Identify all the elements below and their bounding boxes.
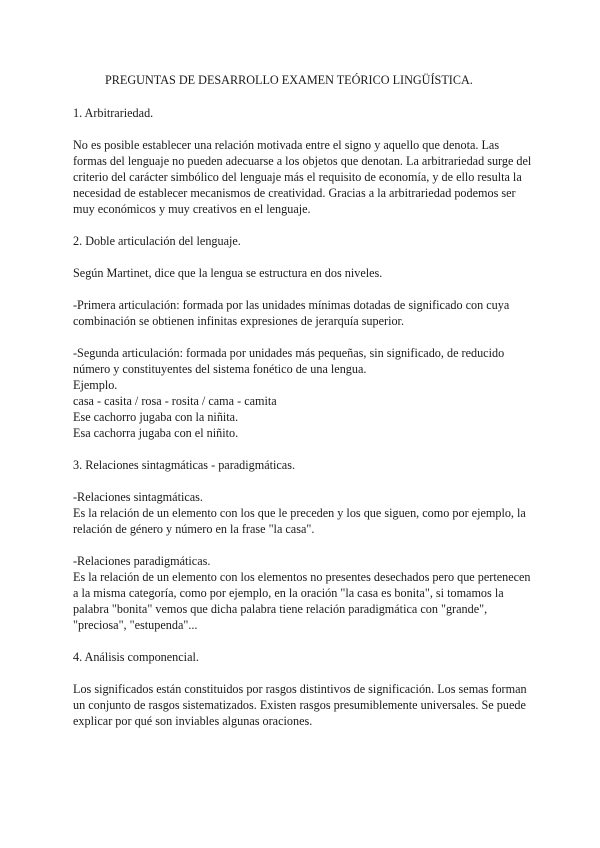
paragraph-line: relación de género y número en la frase "la casa". <box>73 522 315 536</box>
paragraph-line: casa - casita / rosa - rosita / cama - camita <box>73 394 277 408</box>
paragraph-line: criterio del carácter simbólico del lenguaje más el requisito de economía, y de ello resulta la <box>73 170 522 184</box>
paragraph-line: Esa cachorra jugaba con el niñito. <box>73 426 239 440</box>
paragraph-line: a la misma categoría, como por ejemplo, en la oración "la casa es bonita", si tomamos la <box>73 586 504 600</box>
paragraph-line: un conjunto de rasgos sistematizados. Existen rasgos presumiblemente universales. Se puede <box>73 698 526 712</box>
paragraph-line: Según Martinet, dice que la lengua se estructura en dos niveles. <box>73 266 383 280</box>
document-title: PREGUNTAS DE DESARROLLO EXAMEN TEÓRICO LINGÜÍSTICA. <box>105 73 473 87</box>
paragraph-line: No es posible establecer una relación motivada entre el signo y aquello que denota. Las <box>73 138 500 152</box>
section-heading: 1. Arbitrariedad. <box>73 106 154 120</box>
paragraph-line: -Relaciones sintagmáticas. <box>73 490 203 504</box>
paragraph-line: Los significados están constituidos por rasgos distintivos de significación. Los semas forman <box>73 682 527 696</box>
paragraph-line: "preciosa", "estupenda"... <box>73 618 198 632</box>
paragraph-line: muy económicos y muy creativos en el lenguaje. <box>73 202 311 216</box>
section-heading: 3. Relaciones sintagmáticas - paradigmáticas. <box>73 458 296 472</box>
paragraph-line: palabra "bonita" vemos que dicha palabra tiene relación paradigmática con "grande", <box>73 602 488 616</box>
paragraph-line: número y constituyentes del sistema fonético de una lengua. <box>73 362 367 376</box>
paragraph-line: formas del lenguaje no pueden adecuarse a los objetos que denotan. La arbitrariedad surge del <box>73 154 532 168</box>
paragraph-line: -Relaciones paradigmáticas. <box>73 554 211 568</box>
paragraph-line: Ese cachorro jugaba con la niñita. <box>73 410 239 424</box>
paragraph-line: -Segunda articulación: formada por unidades más pequeñas, sin significado, de reducido <box>73 346 505 360</box>
paragraph-line: Ejemplo. <box>73 378 118 392</box>
paragraph-line: -Primera articulación: formada por las unidades mínimas dotadas de significado con cuya <box>73 298 510 312</box>
section-heading: 2. Doble articulación del lenguaje. <box>73 234 241 248</box>
paragraph-line: Es la relación de un elemento con los que le preceden y los que siguen, como por ejemplo, la <box>73 506 526 520</box>
paragraph-line: combinación se obtienen infinitas expresiones de jerarquía superior. <box>73 314 404 328</box>
section-heading: 4. Análisis componencial. <box>73 650 199 664</box>
paragraph-line: Es la relación de un elemento con los elementos no presentes desechados pero que pertenecen <box>73 570 531 584</box>
paragraph-line: necesidad de establecer mecanismos de creatividad. Gracias a la arbitrariedad podemos ser <box>73 186 516 200</box>
paragraph-line: explicar por qué son inviables algunas oraciones. <box>73 714 313 728</box>
